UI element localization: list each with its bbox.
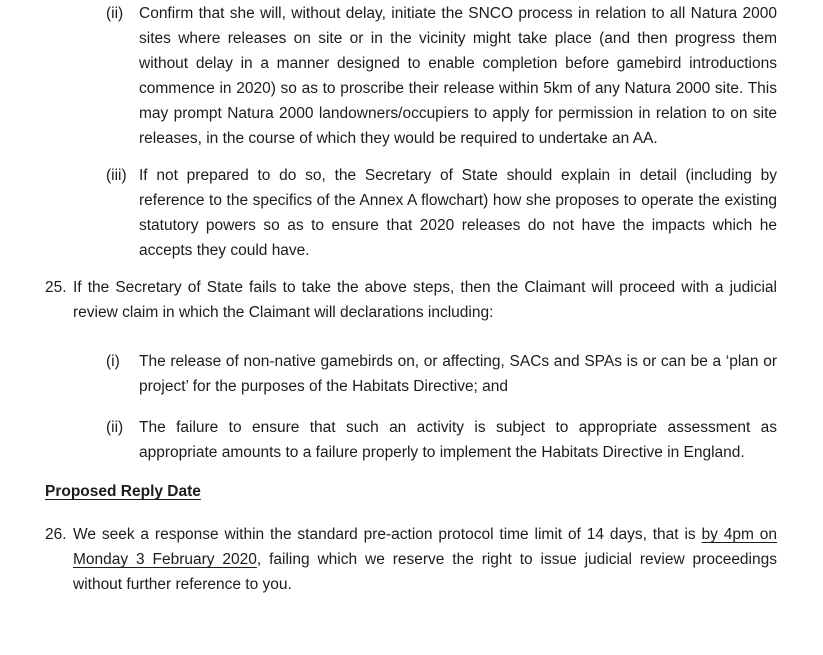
list-item-iii [45, 163, 777, 263]
paragraph-text: If the Secretary of State fails to take the above steps, then the Claimant will proceed with a judicial review claim in which the Claimant will declarations including: [73, 279, 777, 321]
paragraph-text-after-deadline: , failing which we reserve the right to issue judicial review proceedings without further reference to you. [73, 551, 777, 593]
paragraph-text: If not prepared to do so, the Secretary of State should explain in detail (including by reference to the specifics of the Annex A flowchart) how she proposes to operate the existing statutory powers so as to ensure that 2020 releases do not have the impacts which he accepts they could have. [139, 167, 777, 259]
list-marker: 25. [45, 279, 67, 296]
list-item-ii [45, 1, 777, 151]
paragraph-text [73, 522, 777, 597]
paragraph-text-before-deadline: We seek a response within the standard pre-action protocol time limit of 14 days, that is [73, 526, 702, 543]
paragraph-text: Confirm that she will, without delay, initiate the SNCO process in relation to all Natura 2000 sites where releases on site or in the vicinity might take place (and then progress them without delay in a manner designed to enable completion before gamebird introductions commence in 2020) so as to proscribe their release within 5km of any Natura 2000 site. This may prompt Natura 2000 landowners/occupiers to apply for permission in relation to on site releases, in the course of which they would be required to undertake an AA. [139, 5, 777, 147]
section-heading-proposed-reply-date: Proposed Reply Date [45, 483, 201, 500]
list-item-25-i [45, 349, 777, 399]
list-marker: (i) [106, 353, 120, 370]
paragraph-text: The release of non-native gamebirds on, or affecting, SACs and SPAs is or can be a ‘plan or project’ for the purposes of the Habitats Directive; and [139, 353, 777, 395]
deadline-underlined-text: by 4pm on Monday 3 February 2020 [73, 526, 777, 568]
list-marker: (iii) [106, 167, 127, 184]
paragraph-text: The failure to ensure that such an activity is subject to appropriate assessment as appropriate amounts to a failure properly to implement the Habitats Directive in England. [139, 419, 777, 461]
list-marker: (ii) [106, 419, 124, 436]
list-item-26 [45, 522, 777, 597]
list-marker: 26. [45, 526, 67, 543]
list-item-25 [45, 275, 777, 325]
list-marker: (ii) [106, 5, 124, 22]
list-item-25-ii [45, 415, 777, 465]
